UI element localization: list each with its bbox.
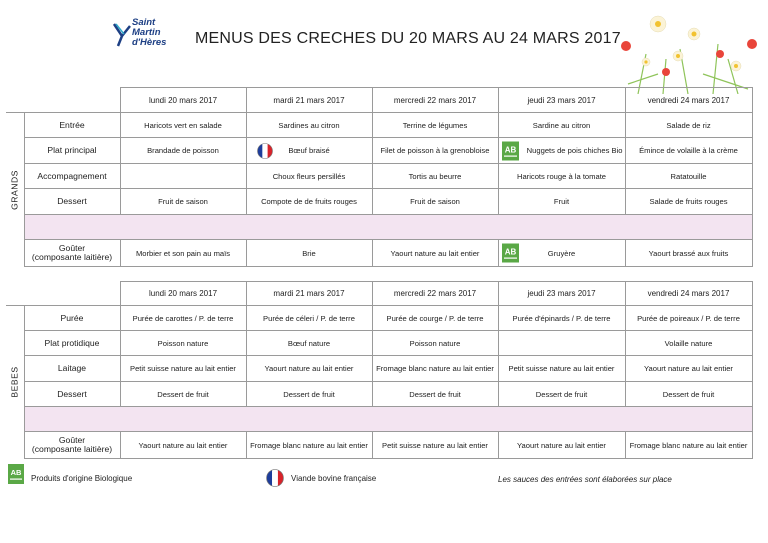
menu-cell: Tortis au beurre [372, 164, 498, 189]
row-label: Entrée [24, 113, 120, 138]
menu-cell: Fruit de saison [372, 189, 498, 215]
logo-line-3: d'Hères [132, 37, 167, 48]
bebes-row-plat [6, 331, 752, 356]
row-label: Dessert [24, 382, 120, 407]
menu-cell: Compote de de fruits rouges [246, 189, 372, 215]
menu-cell: Poisson nature [120, 331, 246, 356]
menu-cell: Salade de fruits rouges [625, 189, 752, 215]
bebes-day-header: lundi 20 mars 2017 [120, 282, 246, 306]
menu-cell: Purée de céleri / P. de terre [246, 306, 372, 331]
menu-cell: Haricots rouge à la tomate [498, 164, 625, 189]
menu-cell: Fruit de saison [120, 189, 246, 215]
saint-martin-dheres-logo [112, 18, 172, 54]
menu-cell: Sardine au citron [498, 113, 625, 138]
row-label-gouter [24, 240, 120, 267]
gouter-label: Goûter [58, 243, 86, 253]
menu-cell [498, 331, 625, 356]
menu-cell: Filet de poisson à la grenobloise [372, 138, 498, 164]
grands-row-plat [6, 138, 752, 164]
daisy-flowers-icon [618, 14, 760, 94]
menu-cell: Petit suisse nature au lait entier [498, 356, 625, 382]
gouter-sublabel: (composante laitière) [31, 444, 113, 454]
menu-cell: Petit suisse nature au lait entier [120, 356, 246, 382]
menu-cell-text: Gruyère [547, 248, 576, 258]
ab-bio-legend-icon [8, 464, 24, 484]
grands-day-header: mercredi 22 mars 2017 [372, 88, 498, 113]
svg-text:AB: AB [504, 145, 516, 154]
bebes-day-header: mercredi 22 mars 2017 [372, 282, 498, 306]
svg-text:AB: AB [10, 468, 22, 477]
bebes-row-gouter [6, 432, 752, 459]
bebes-row-dessert [6, 382, 752, 407]
bebes-side-label [6, 306, 24, 459]
menu-cell: Yaourt nature au lait entier [120, 432, 246, 459]
logo-text [132, 18, 166, 48]
menu-cell: Purée d'épinards / P. de terre [498, 306, 625, 331]
menu-cell: Dessert de fruit [120, 382, 246, 407]
row-label: Accompagnement [24, 164, 120, 189]
menu-cell: Volaille nature [625, 331, 752, 356]
grands-day-header: vendredi 24 mars 2017 [625, 88, 752, 113]
menu-cell: Fromage blanc nature au lait entier [372, 356, 498, 382]
french-flag-legend-icon [266, 469, 284, 487]
legend-note: Les sauces des entrées sont élaborées sur place [498, 475, 672, 484]
bebes-row-puree [6, 306, 752, 331]
menu-cell: Yaourt brassé aux fruits [625, 240, 752, 267]
menu-cell: Brandade de poisson [120, 138, 246, 164]
menu-cell: Fromage blanc nature au lait entier [625, 432, 752, 459]
menu-cell: Haricots vert en salade [120, 113, 246, 138]
svg-text:AB: AB [504, 247, 516, 257]
grands-side-text: GRANDS [9, 169, 20, 210]
row-label: Plat principal [24, 138, 120, 164]
menu-cell: Morbier et son pain au maïs [120, 240, 246, 267]
menu-cell: Sardines au citron [246, 113, 372, 138]
pink-separator [24, 407, 752, 432]
grands-day-header: lundi 20 mars 2017 [120, 88, 246, 113]
bebes-menu-table [6, 281, 753, 459]
french-flag-icon [257, 143, 273, 159]
menu-cell: Fromage blanc nature au lait entier [246, 432, 372, 459]
menu-cell-with-bio [498, 240, 625, 267]
menu-cell: Purée de poireaux / P. de terre [625, 306, 752, 331]
bebes-spacer-row [6, 407, 752, 432]
menu-cell: Bœuf nature [246, 331, 372, 356]
menu-cell [120, 164, 246, 189]
bebes-day-header: vendredi 24 mars 2017 [625, 282, 752, 306]
row-label: Purée [24, 306, 120, 331]
menu-cell-text: Nuggets de pois chiches Bio [526, 146, 623, 155]
grands-menu-table [6, 87, 753, 267]
menu-cell: Brie [246, 240, 372, 267]
row-label-gouter [24, 432, 120, 459]
ab-bio-icon [502, 141, 519, 160]
grands-spacer-row [6, 215, 752, 240]
menu-cell: Dessert de fruit [246, 382, 372, 407]
menu-cell: Dessert de fruit [372, 382, 498, 407]
legend-flag-text: Viande bovine française [291, 474, 377, 483]
logo-line-2: Martin [132, 27, 161, 38]
row-label: Laitage [24, 356, 120, 382]
menu-cell: Fruit [498, 189, 625, 215]
menu-cell: Yaourt nature au lait entier [498, 432, 625, 459]
menu-cell: Purée de courge / P. de terre [372, 306, 498, 331]
menu-cell-with-bio [498, 138, 625, 164]
grands-row-gouter [6, 240, 752, 267]
bebes-day-header: jeudi 23 mars 2017 [498, 282, 625, 306]
menu-cell: Salade de riz [625, 113, 752, 138]
bebes-row-laitage [6, 356, 752, 382]
menu-cell: Émince de volaille à la crème [625, 138, 752, 164]
grands-row-entree [6, 113, 752, 138]
menu-cell-with-flag [246, 138, 372, 164]
logo-line-1: Saint [132, 17, 156, 28]
grands-day-header: jeudi 23 mars 2017 [498, 88, 625, 113]
bebes-day-header: mardi 21 mars 2017 [246, 282, 372, 306]
pink-separator [24, 215, 752, 240]
menu-cell: Yaourt nature au lait entier [625, 356, 752, 382]
gouter-label: Goûter [58, 435, 86, 445]
grands-row-dessert [6, 189, 752, 215]
gouter-sublabel: (composante laitière) [31, 252, 113, 262]
row-label: Dessert [24, 189, 120, 215]
menu-cell: Petit suisse nature au lait entier [372, 432, 498, 459]
menu-cell: Yaourt nature au lait entier [372, 240, 498, 267]
page-title: MENUS DES CRECHES DU 20 MARS AU 24 MARS 2017 [195, 30, 621, 47]
grands-row-accompagnement [6, 164, 752, 189]
menu-cell: Yaourt nature au lait entier [246, 356, 372, 382]
menu-cell: Purée de carottes / P. de terre [120, 306, 246, 331]
menu-cell: Choux fleurs persillés [246, 164, 372, 189]
logo-mark-icon [112, 22, 132, 48]
row-label: Plat protidique [24, 331, 120, 356]
legend-bio-text: Produits d'origine Biologique [31, 474, 133, 483]
menu-cell: Dessert de fruit [625, 382, 752, 407]
grands-day-header: mardi 21 mars 2017 [246, 88, 372, 113]
menu-cell: Terrine de légumes [372, 113, 498, 138]
menu-cell: Poisson nature [372, 331, 498, 356]
menu-cell-text: Bœuf braisé [288, 146, 330, 155]
menu-cell: Dessert de fruit [498, 382, 625, 407]
grands-side-label [6, 113, 24, 267]
ab-bio-icon [502, 244, 519, 263]
menu-cell: Ratatouille [625, 164, 752, 189]
bebes-side-text: BEBES [9, 366, 20, 398]
